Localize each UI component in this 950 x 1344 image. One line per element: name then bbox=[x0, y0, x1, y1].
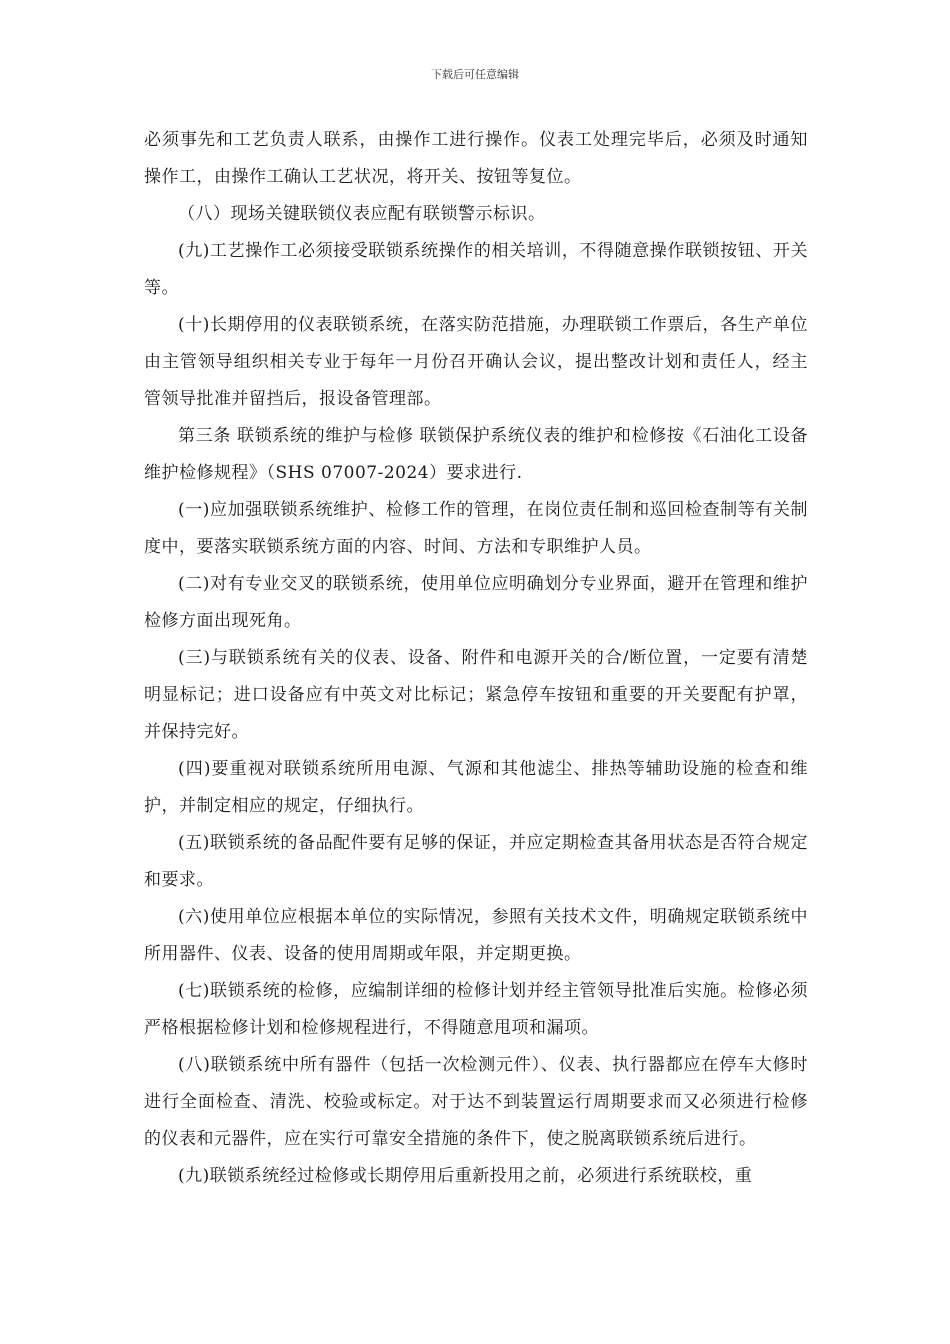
paragraph: （八）现场关键联锁仪表应配有联锁警示标识。 bbox=[178, 204, 546, 224]
paragraph: (七)联锁系统的检修，应编制详细的检修计划并经主管领导批准后实施。检修必须严格根据检修计划和检修规程进行，不得随意甩项和漏项。 bbox=[144, 981, 808, 1038]
paragraph: (六)使用单位应根据本单位的实际情况，参照有关技术文件，明确规定联锁系统中所用器件、仪表、设备的使用周期或年限，并定期更换。 bbox=[144, 907, 808, 964]
paragraph: (八)联锁系统中所有器件（包括一次检测元件）、仪表、执行器都应在停车大修时进行全面检查、清洗、校验或标定。对于达不到装置运行周期要求而又必须进行检修的仪表和元器件，应在实行可靠安全措施的条件下，使之脱离联锁系统后进行。 bbox=[144, 1055, 808, 1149]
paragraph: (三)与联锁系统有关的仪表、设备、附件和电源开关的合/断位置，一定要有清楚明显标记；进口设备应有中英文对比标记；紧急停车按钮和重要的开关要配有护罩，并保持完好。 bbox=[144, 648, 808, 742]
paragraph: (九)工艺操作工必须接受联锁系统操作的相关培训，不得随意操作联锁按钮、开关等。 bbox=[144, 241, 808, 298]
document-body bbox=[144, 122, 808, 1195]
paragraph: (四)要重视对联锁系统所用电源、气源和其他滤尘、排热等辅助设施的检查和维护，并制定相应的规定，仔细执行。 bbox=[144, 759, 808, 816]
paragraph: (二)对有专业交叉的联锁系统，使用单位应明确划分专业界面，避开在管理和维护检修方面出现死角。 bbox=[144, 574, 808, 631]
page-header: 下载后可任意编辑 bbox=[431, 68, 519, 81]
paragraph: 第三条 联锁系统的维护与检修 联锁保护系统仪表的维护和检修按《石油化工设备维护检修规程》（SHS 07007-2024）要求进行. bbox=[144, 426, 808, 483]
paragraph: (九)联锁系统经过检修或长期停用后重新投用之前，必须进行系统联校，重 bbox=[178, 1166, 753, 1186]
paragraph: 必须事先和工艺负责人联系，由操作工进行操作。仪表工处理完毕后，必须及时通知操作工，由操作工确认工艺状况，将开关、按钮等复位。 bbox=[144, 130, 808, 187]
paragraph: (一)应加强联锁系统维护、检修工作的管理，在岗位责任制和巡回检查制等有关制度中，要落实联锁系统方面的内容、时间、方法和专职维护人员。 bbox=[144, 500, 808, 557]
paragraph: (五)联锁系统的备品配件要有足够的保证，并应定期检查其备用状态是否符合规定和要求。 bbox=[144, 833, 808, 890]
paragraph: (十)长期停用的仪表联锁系统，在落实防范措施，办理联锁工作票后，各生产单位由主管领导组织相关专业于每年一月份召开确认会议，提出整改计划和责任人，经主管领导批准并留挡后，报设备管理部。 bbox=[144, 315, 808, 409]
